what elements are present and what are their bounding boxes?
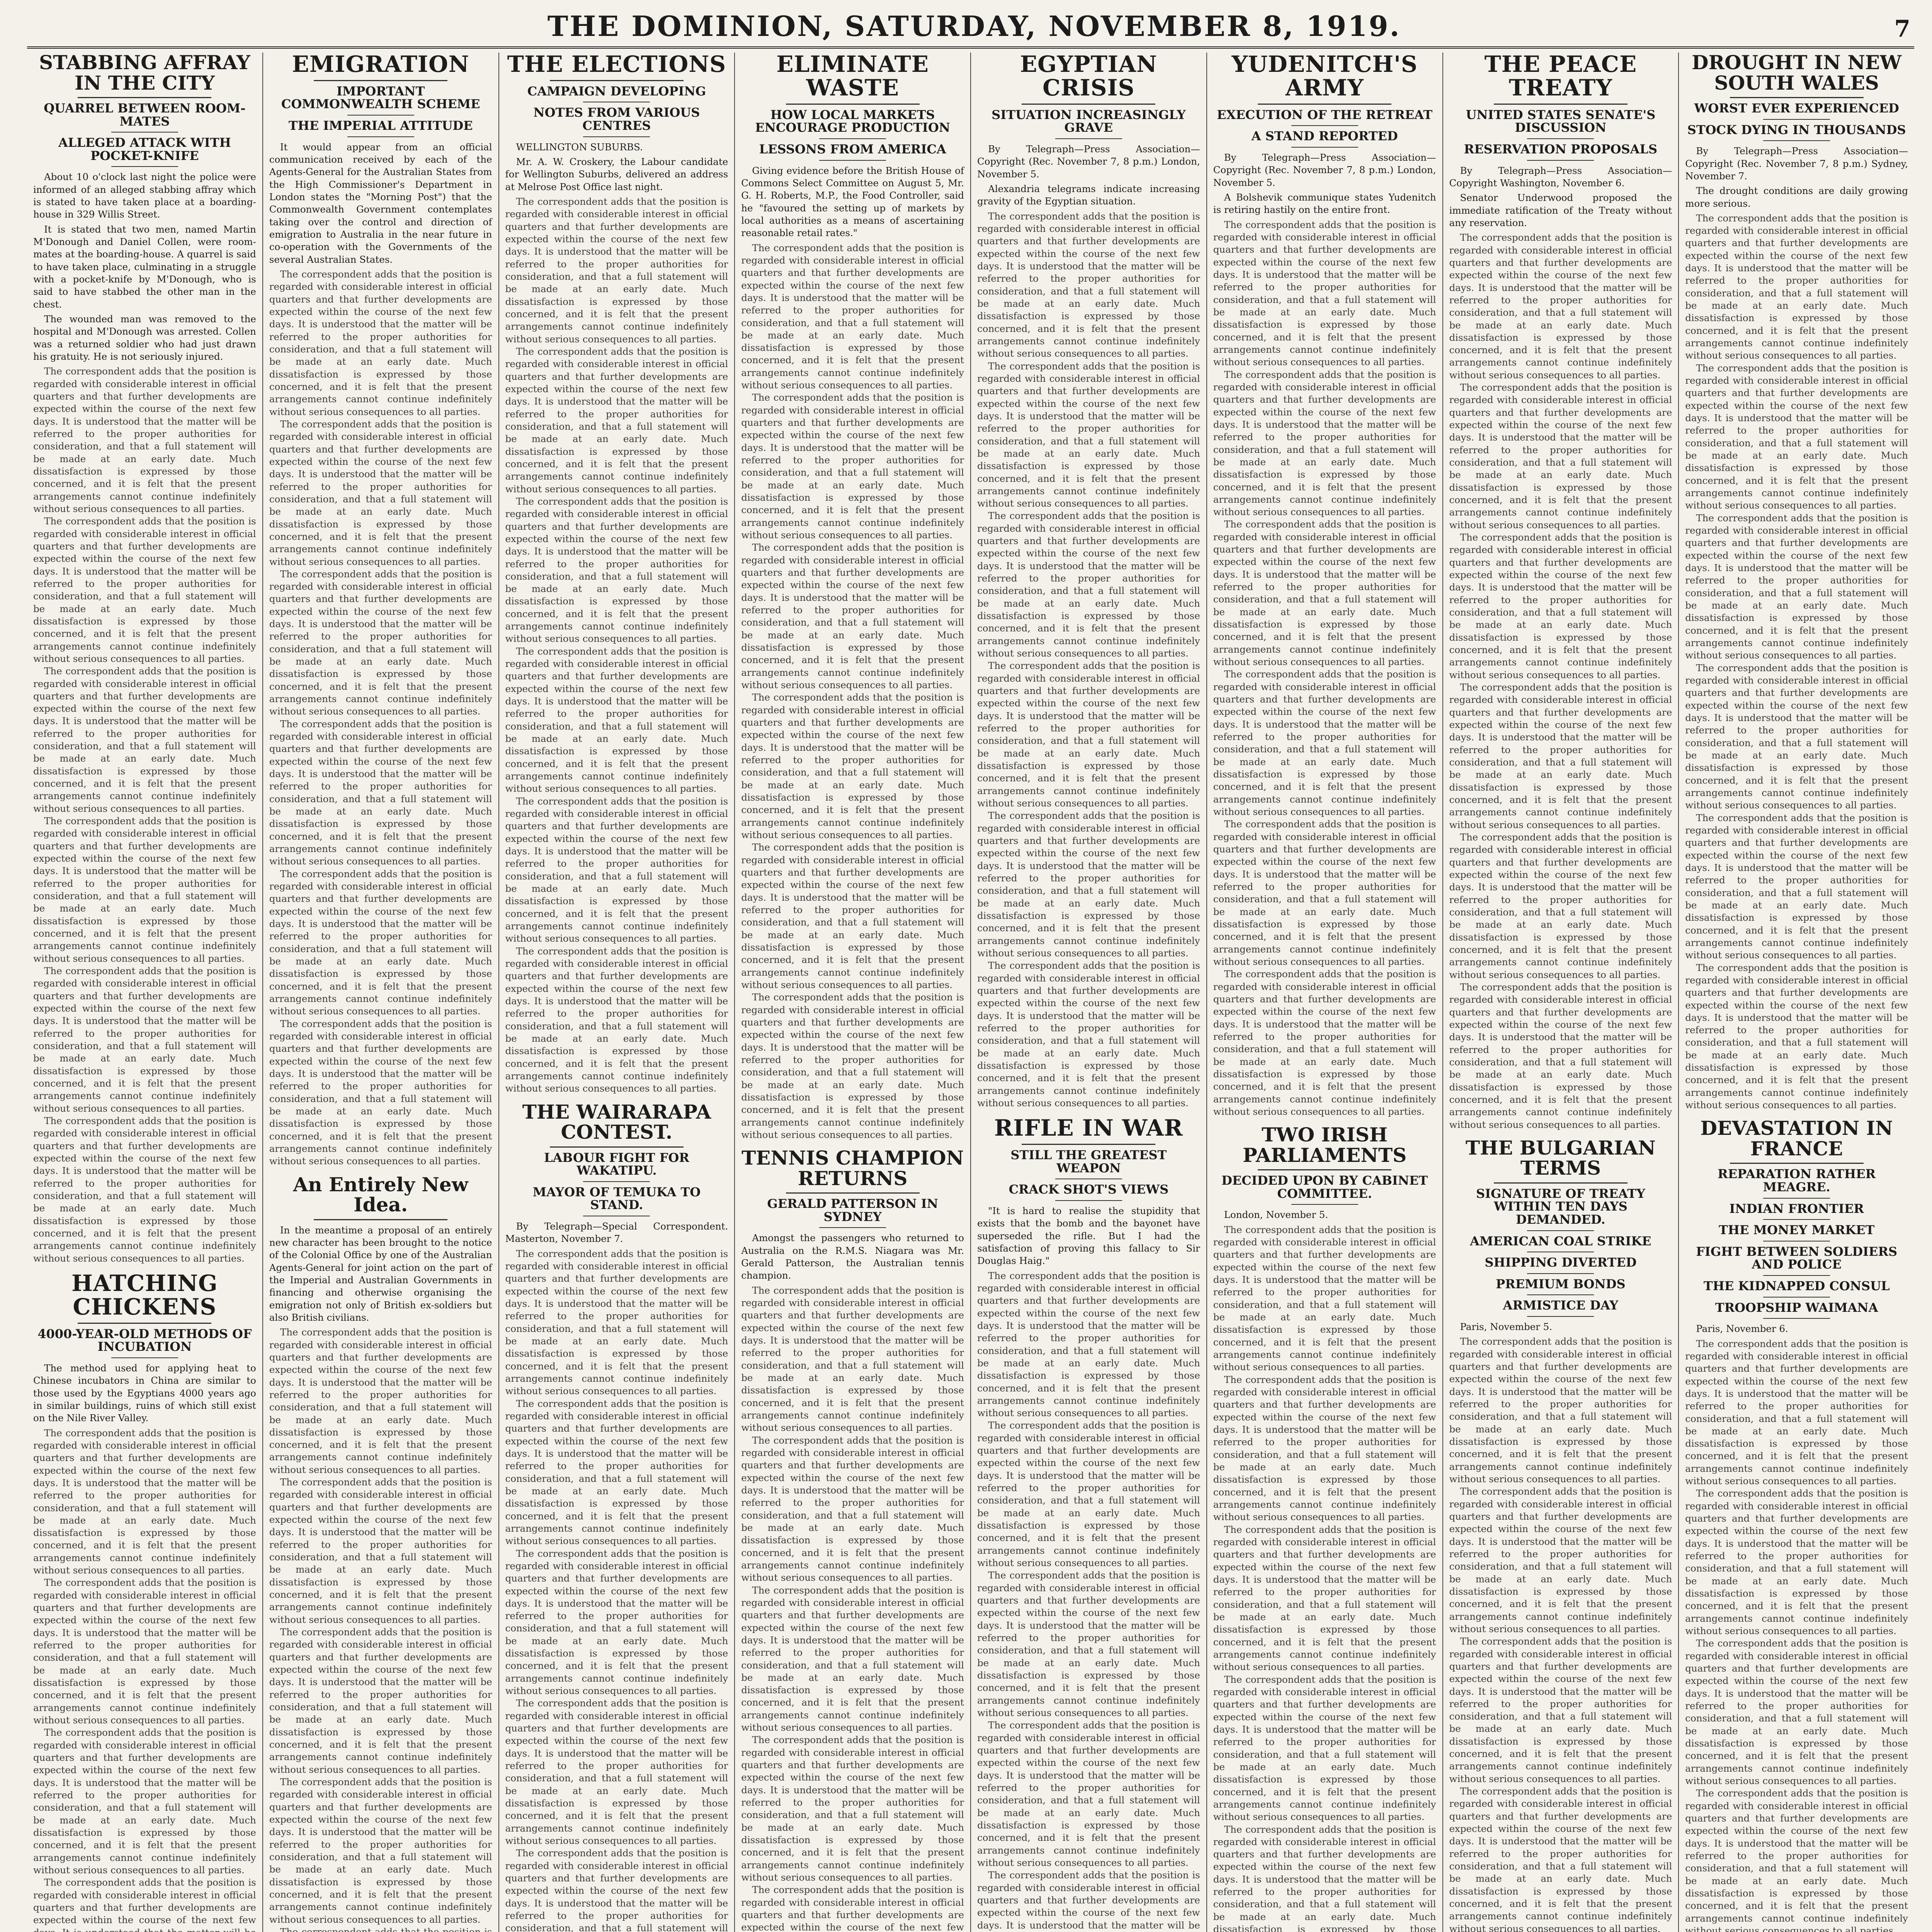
- article-subhead: THE MONEY MARKET: [1718, 1223, 1875, 1238]
- body-text-filler: [977, 1270, 1200, 1420]
- article-headline: STABBING AFFRAY IN THE CITY: [39, 53, 250, 94]
- article-paragraph: Giving evidence before the British House of Commons Select Committee on August 5, Mr. G. H. Roberts, M.P., the Food Controller, said he "favoured the setting up of markets by local authorities as a means of ascertaining reasonable retail rates.": [741, 165, 964, 239]
- article-headline: EMIGRATION: [292, 53, 469, 77]
- article-paragraph: The drought conditions are daily growing more serious.: [1685, 185, 1908, 209]
- article: [269, 1175, 492, 1932]
- subhead-rule: [1527, 1273, 1594, 1274]
- body-text-filler: [33, 965, 256, 1115]
- headline-rule: [550, 80, 684, 81]
- body-text-filler: [505, 645, 728, 795]
- article: [741, 1148, 964, 1932]
- article-paragraph: By Telegraph—Press Association—Copyright (Rec. November 7, 8 p.m.) London, November 5.: [1213, 151, 1436, 188]
- article: [1213, 1125, 1436, 1932]
- body-text-filler: [33, 815, 256, 965]
- body-text-filler: [1685, 962, 1908, 1112]
- headline-rule: [1258, 1169, 1391, 1170]
- article-paragraph: In the meantime a proposal of an entirely new character has been brought to the notice of the Colonial Office by one of the Australian Agents-General for joint action on the part of the Imperial and Australian Governments in financing and otherwise organising the emigration not only of British ex-soldiers but also British civilians.: [269, 1224, 492, 1323]
- body-text-filler: [33, 665, 256, 815]
- column-5: [970, 53, 1206, 1932]
- subhead-rule: [1527, 1316, 1594, 1317]
- body-text-filler: [33, 1115, 256, 1265]
- body-text-filler: [269, 418, 492, 568]
- body-text-filler: [1213, 219, 1436, 369]
- body-text-filler: [1685, 1338, 1908, 1488]
- subhead-rule: [1055, 138, 1122, 139]
- subhead-rule: [111, 132, 178, 133]
- article: [505, 53, 728, 1095]
- subhead-rule: [1055, 1200, 1122, 1201]
- body-text-filler: [269, 1926, 492, 1932]
- article-subhead: LABOUR FIGHT FOR WAKATIPU.: [544, 1150, 689, 1178]
- headline-rule: [1022, 1144, 1155, 1145]
- subhead-rule: [819, 1227, 886, 1228]
- article: [1213, 53, 1436, 1118]
- body-text-filler: [1685, 812, 1908, 962]
- article-subhead: UNITED STATES SENATE'S DISCUSSION: [1466, 107, 1656, 135]
- body-text-filler: [1449, 1485, 1672, 1635]
- body-text-filler: [505, 945, 728, 1095]
- article-subhead: TROOPSHIP WAIMANA: [1715, 1300, 1878, 1315]
- article-paragraph: Alexandria telegrams indicate increasing gravity of the Egyptian situation.: [977, 183, 1200, 207]
- article: [741, 53, 964, 1141]
- article-paragraph: By Telegraph—Press Association—Copyright (Rec. November 7, 8 p.m.) London, November 5.: [977, 143, 1200, 180]
- headline-rule: [1022, 104, 1155, 105]
- article-subhead: SHIPPING DIVERTED: [1485, 1255, 1637, 1270]
- body-text-filler: [1213, 1224, 1436, 1374]
- body-text-filler: [741, 1584, 964, 1734]
- body-text-filler: [977, 810, 1200, 959]
- subhead-rule: [1527, 1230, 1594, 1231]
- body-text-filler: [1213, 1374, 1436, 1524]
- body-text-filler: [1213, 1524, 1436, 1673]
- article-subhead: STILL THE GREATEST WEAPON: [1010, 1148, 1167, 1175]
- article: [269, 53, 492, 1168]
- subhead-rule: [819, 138, 886, 139]
- article-subhead: PREMIUM BONDS: [1496, 1276, 1626, 1291]
- article-headline: HATCHING CHICKENS: [71, 1270, 218, 1320]
- body-text-filler: [1213, 1673, 1436, 1823]
- article-paragraph: By Telegraph—Special Correspondent. Masterton, November 7.: [505, 1220, 728, 1245]
- article-subhead: 4000-YEAR-OLD METHODS OF INCUBATION: [37, 1326, 252, 1354]
- article-paragraph: It would appear from an official communication received by each of the Agents-General for the Australian States from the High Commissioner's Department in London states the "Morning Post") that the Commonwealth Government contemplates taking over the control and direction of emigration to Australia in the near future in co-operation with the Governments of the several Australian States.: [269, 141, 492, 265]
- headline-rule: [786, 104, 920, 105]
- subhead-rule: [1763, 1198, 1830, 1199]
- body-text-filler: [741, 1284, 964, 1434]
- subhead-rule: [1291, 125, 1358, 126]
- body-text-filler: [977, 660, 1200, 810]
- subhead-rule: [1527, 138, 1594, 139]
- article-subhead: NOTES FROM VARIOUS CENTRES: [533, 105, 700, 133]
- article-subhead: SITUATION INCREASINGLY GRAVE: [992, 107, 1186, 135]
- body-text-filler: [1213, 1823, 1436, 1932]
- body-text-filler: [741, 991, 964, 1141]
- body-text-filler: [505, 196, 728, 345]
- body-text-filler: [741, 541, 964, 691]
- article-subhead: INDIAN FRONTIER: [1729, 1201, 1864, 1216]
- article-subhead: ARMISTICE DAY: [1503, 1298, 1619, 1313]
- column-8: [1678, 53, 1914, 1932]
- article-headline: THE PEACE TREATY: [1484, 53, 1637, 101]
- article-subhead: ALLEGED ATTACK WITH POCKET-KNIFE: [58, 135, 231, 163]
- article: [1449, 53, 1672, 1131]
- article-headline: An Entirely New Idea.: [293, 1173, 468, 1216]
- article-headline: THE WAIRARAPA CONTEST.: [522, 1100, 711, 1144]
- body-text-filler: [1685, 662, 1908, 812]
- body-text-filler: [741, 1884, 964, 1932]
- subhead-rule: [1763, 1297, 1830, 1298]
- subhead-rule: [347, 115, 414, 116]
- body-text-filler: [269, 1626, 492, 1776]
- article-paragraph: By Telegraph—Press Association—Copyright Washington, November 6.: [1449, 165, 1672, 189]
- body-text-filler: [269, 1326, 492, 1476]
- body-text-filler: [1685, 1787, 1908, 1932]
- subhead-rule: [1763, 119, 1830, 120]
- article-paragraph: It is stated that two men, named Martin M'Donough and Daniel Collen, were room-mates at the boarding-house. A quarrel is said to have taken place, culminating in a struggle with a pocket-knife by M'Donough, who is said to have stabbed the other man in the chest.: [33, 223, 256, 310]
- subhead-rule: [1291, 147, 1358, 148]
- body-text-filler: [977, 1419, 1200, 1569]
- body-text-filler: [269, 268, 492, 418]
- body-text-filler: [741, 691, 964, 841]
- body-text-filler: [33, 1577, 256, 1726]
- article-subhead: FIGHT BETWEEN SOLDIERS AND POLICE: [1696, 1244, 1898, 1272]
- page-number: 7: [1894, 15, 1910, 43]
- body-text-filler: [1685, 512, 1908, 662]
- article-paragraph: The method used for applying heat to Chinese incubators in China are similar to those used by the Egyptians 4000 years ago in similar buildings, ruins of which still exist on the Nile River Valley.: [33, 1362, 256, 1424]
- body-text-filler: [1213, 369, 1436, 519]
- body-text-filler: [977, 1719, 1200, 1869]
- body-text-filler: [505, 1697, 728, 1847]
- article-headline: YUDENITCH'S ARMY: [1231, 53, 1418, 101]
- body-text-filler: [1449, 381, 1672, 531]
- body-text-filler: [1685, 1487, 1908, 1637]
- article-headline: ELIMINATE WASTE: [776, 53, 929, 101]
- article-subhead: GERALD PATTERSON IN SYDNEY: [767, 1196, 938, 1224]
- body-text-filler: [1449, 231, 1672, 381]
- body-text-filler: [1449, 1635, 1672, 1785]
- article-subhead: CRACK SHOT'S VIEWS: [1009, 1182, 1169, 1197]
- article-headline: EGYPTIAN CRISIS: [1020, 53, 1157, 101]
- article-headline: TWO IRISH PARLIAMENTS: [1243, 1123, 1407, 1167]
- article-subhead: REPARATION RATHER MEAGRE.: [1718, 1167, 1876, 1195]
- article-subhead: EXECUTION OF THE RETREAT: [1217, 107, 1433, 122]
- headline-rule: [78, 97, 211, 98]
- body-text-filler: [269, 1018, 492, 1168]
- body-text-filler: [1685, 362, 1908, 512]
- article-paragraph: The wounded man was removed to the hospital and M'Donough was arrested. Collen was a returned soldier who had just drawn his gratuity. He is not seriously injured.: [33, 313, 256, 362]
- body-text-filler: [1449, 531, 1672, 681]
- article-headline: DROUGHT IN NEW SOUTH WALES: [1692, 53, 1902, 94]
- subhead-rule: [583, 1181, 650, 1182]
- body-text-filler: [977, 959, 1200, 1109]
- subhead-rule: [1763, 1241, 1830, 1242]
- body-text-filler: [1213, 818, 1436, 968]
- article-subhead: THE KIDNAPPED CONSUL: [1703, 1279, 1890, 1294]
- article: [1685, 1118, 1908, 1932]
- subhead-rule: [583, 136, 650, 137]
- subhead-rule: [1763, 1318, 1830, 1319]
- article-paragraph: Senator Underwood proposed the immediate ratification of the Treaty without any reservation.: [1449, 192, 1672, 228]
- column-3: [498, 53, 735, 1932]
- body-text-filler: [1449, 1785, 1672, 1932]
- article-paragraph: WELLINGTON SUBURBS.: [516, 141, 643, 153]
- headline-rule: [550, 1146, 684, 1148]
- columns-container: [27, 53, 1914, 1932]
- article-paragraph: A Bolshevik communique states Yudenitch is retiring hastily on the entire front.: [1213, 191, 1436, 216]
- headline-rule: [1730, 97, 1864, 98]
- article-headline: THE ELECTIONS: [507, 53, 726, 77]
- subhead-rule: [1763, 1275, 1830, 1276]
- body-text-filler: [1449, 1335, 1672, 1485]
- subhead-rule: [819, 160, 886, 161]
- article: [505, 1102, 728, 1932]
- article-subhead: MAYOR OF TEMUKA TO STAND.: [532, 1184, 701, 1213]
- article-subhead: IMPORTANT COMMONWEALTH SCHEME: [281, 83, 480, 112]
- article: [33, 53, 256, 1265]
- body-text-filler: [269, 868, 492, 1018]
- article-paragraph: Paris, November 5.: [1460, 1321, 1553, 1332]
- body-text-filler: [1449, 981, 1672, 1131]
- body-text-filler: [505, 795, 728, 945]
- subhead-rule: [347, 136, 414, 137]
- article-subhead: STOCK DYING IN THOUSANDS: [1687, 122, 1906, 137]
- article-paragraph: Mr. A. W. Croskery, the Labour candidate for Wellington Suburbs, delivered an address at Melrose Post Office last night.: [505, 156, 728, 192]
- article-subhead: WORST EVER EXPERIENCED: [1694, 101, 1899, 116]
- article-headline: DEVASTATION IN FRANCE: [1700, 1117, 1893, 1160]
- body-text-filler: [741, 841, 964, 991]
- body-text-filler: [741, 391, 964, 541]
- body-text-filler: [1449, 831, 1672, 981]
- article-headline: RIFLE IN WAR: [994, 1115, 1183, 1141]
- body-text-filler: [505, 495, 728, 645]
- column-2: [262, 53, 498, 1932]
- subhead-rule: [111, 1357, 178, 1358]
- article-subhead: THE IMPERIAL ATTITUDE: [288, 118, 473, 133]
- article: [1449, 1138, 1672, 1932]
- article-subhead: HOW LOCAL MARKETS ENCOURAGE PRODUCTION: [755, 107, 950, 135]
- headline-rule: [1730, 1163, 1864, 1164]
- body-text-filler: [33, 365, 256, 515]
- article-subhead: DECIDED UPON BY CABINET COMMITTEE.: [1221, 1173, 1428, 1201]
- article-paragraph: Amongst the passengers who returned to Australia on the R.M.S. Niagara was Mr. Gerald Patterson, the Australian tennis champion.: [741, 1232, 964, 1281]
- article-paragraph: "It is hard to realise the stupidity that exists that the bomb and the bayonet have superseded the rifle. But I had the satisfaction of proving this fallacy to Sir Douglas Haig.": [977, 1205, 1200, 1267]
- headline-rule: [1258, 104, 1391, 105]
- column-6: [1206, 53, 1442, 1932]
- article-headline: TENNIS CHAMPION RETURNS: [742, 1146, 964, 1190]
- body-text-filler: [505, 1248, 728, 1398]
- article: [33, 1272, 256, 1932]
- article-subhead: CAMPAIGN DEVELOPING: [527, 83, 706, 99]
- body-text-filler: [977, 1869, 1200, 1932]
- body-text-filler: [1449, 681, 1672, 831]
- article: [1685, 53, 1908, 1111]
- body-text-filler: [505, 1398, 728, 1548]
- body-text-filler: [977, 510, 1200, 660]
- article-subhead: LESSONS FROM AMERICA: [759, 141, 946, 156]
- body-text-filler: [269, 1776, 492, 1926]
- body-text-filler: [741, 1434, 964, 1584]
- headline-rule: [786, 1192, 920, 1194]
- body-text-filler: [33, 1876, 256, 1932]
- body-text-filler: [741, 242, 964, 392]
- article-subhead: QUARREL BETWEEN ROOM-MATES: [44, 101, 246, 129]
- headline-rule: [314, 80, 447, 81]
- article-paragraph: About 10 o'clock last night the police were informed of an alleged stabbing affray which is stated to have taken place at a boarding-house in 329 Willis Street.: [33, 171, 256, 220]
- body-text-filler: [741, 1734, 964, 1884]
- body-text-filler: [269, 1476, 492, 1626]
- article-subhead: SIGNATURE OF TREATY WITHIN TEN DAYS DEMANDED.: [1476, 1186, 1645, 1227]
- subhead-rule: [1763, 1219, 1830, 1220]
- subhead-rule: [1763, 140, 1830, 141]
- body-text-filler: [505, 1548, 728, 1697]
- body-text-filler: [505, 345, 728, 495]
- body-text-filler: [33, 1726, 256, 1876]
- article-paragraph: By Telegraph—Press Association—Copyright (Rec. November 7, 8 p.m.) Sydney, November 7.: [1685, 145, 1908, 182]
- body-text-filler: [505, 1847, 728, 1932]
- page-title: THE DOMINION, SATURDAY, NOVEMBER 8, 1919.: [547, 10, 1401, 43]
- headline-rule: [78, 1323, 211, 1324]
- body-text-filler: [269, 568, 492, 718]
- article-paragraph: London, November 5.: [1224, 1209, 1328, 1221]
- masthead: [27, 0, 1914, 49]
- subhead-rule: [111, 166, 178, 167]
- body-text-filler: [1685, 212, 1908, 362]
- body-text-filler: [977, 360, 1200, 510]
- subhead-rule: [1291, 1204, 1358, 1205]
- body-text-filler: [33, 515, 256, 665]
- body-text-filler: [1685, 1637, 1908, 1787]
- body-text-filler: [977, 210, 1200, 360]
- body-text-filler: [1213, 968, 1436, 1118]
- article-subhead: RESERVATION PROPOSALS: [1464, 141, 1658, 156]
- headline-rule: [1494, 1182, 1628, 1184]
- column-7: [1442, 53, 1679, 1932]
- article-paragraph: Paris, November 6.: [1696, 1323, 1788, 1335]
- headline-rule: [314, 1219, 447, 1220]
- body-text-filler: [977, 1569, 1200, 1719]
- article-headline: THE BULGARIAN TERMS: [1465, 1136, 1656, 1180]
- column-1: [27, 53, 262, 1932]
- subhead-rule: [1527, 160, 1594, 161]
- article: [977, 53, 1200, 1109]
- article-subhead: AMERICAN COAL STRIKE: [1470, 1233, 1651, 1248]
- headline-rule: [1494, 104, 1628, 105]
- body-text-filler: [1213, 518, 1436, 668]
- subhead-rule: [1527, 1294, 1594, 1295]
- article: [977, 1116, 1200, 1932]
- body-text-filler: [1213, 668, 1436, 818]
- body-text-filler: [33, 1427, 256, 1577]
- article-subhead: A STAND REPORTED: [1251, 129, 1398, 144]
- body-text-filler: [269, 718, 492, 868]
- column-4: [734, 53, 970, 1932]
